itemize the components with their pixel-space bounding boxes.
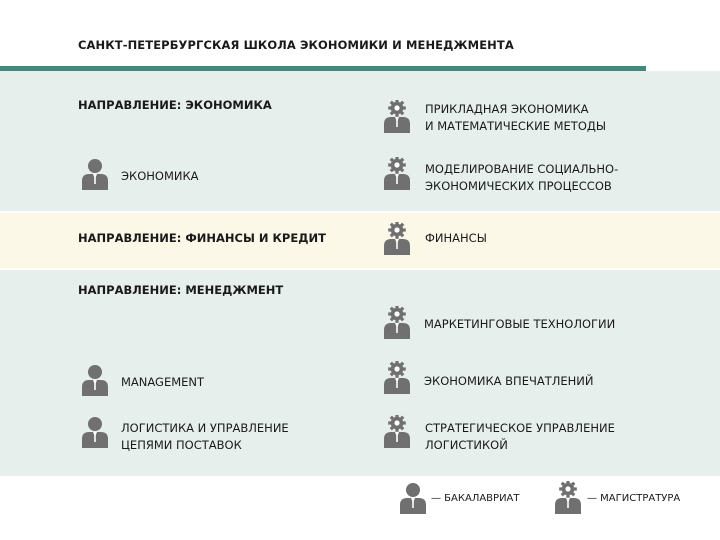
program-line: ЭКОНОМИЧЕСКИХ ПРОЦЕССОВ <box>425 179 612 193</box>
legend-master-label: — МАГИСТРАТУРА <box>587 493 681 504</box>
program-applied-economics <box>425 101 606 135</box>
legend-bachelor-icon <box>398 481 428 515</box>
legend-master-icon <box>553 481 583 515</box>
program-socioeconomic-modeling <box>425 161 618 195</box>
program-line: ПРИКЛАДНАЯ ЭКОНОМИКА <box>425 102 589 116</box>
program-economics: ЭКОНОМИКА <box>121 169 199 183</box>
bachelor-degree-icon <box>80 157 110 191</box>
finance-heading: НАПРАВЛЕНИЕ: ФИНАНСЫ И КРЕДИТ <box>78 231 326 245</box>
program-marketing-technologies: МАРКЕТИНГОВЫЕ ТЕХНОЛОГИИ <box>424 317 616 331</box>
master-degree-icon <box>382 361 412 395</box>
program-line: И МАТЕМАТИЧЕСКИЕ МЕТОДЫ <box>425 119 607 133</box>
program-line: МОДЕЛИРОВАНИЕ СОЦИАЛЬНО- <box>425 162 619 176</box>
program-line: ЛОГИСТИКА И УПРАВЛЕНИЕ <box>121 421 289 435</box>
master-degree-icon <box>382 415 412 449</box>
bachelor-degree-icon <box>80 415 110 449</box>
master-degree-icon <box>382 100 412 134</box>
management-heading: НАПРАВЛЕНИЕ: МЕНЕДЖМЕНТ <box>78 283 284 297</box>
program-experience-economy: ЭКОНОМИКА ВПЕЧАТЛЕНИЙ <box>424 374 594 388</box>
program-logistics-supply-chain <box>121 420 289 454</box>
legend-bachelor-label: — БАКАЛАВРИАТ <box>431 493 520 504</box>
page-title: САНКТ-ПЕТЕРБУРГСКАЯ ШКОЛА ЭКОНОМИКИ И МЕНЕДЖМЕНТА <box>78 38 514 52</box>
bachelor-degree-icon <box>80 363 110 397</box>
program-finance: ФИНАНСЫ <box>425 231 487 245</box>
economics-heading: НАПРАВЛЕНИЕ: ЭКОНОМИКА <box>78 98 272 112</box>
master-degree-icon <box>382 306 412 340</box>
program-line: СТРАТЕГИЧЕСКОЕ УПРАВЛЕНИЕ <box>425 421 615 435</box>
program-line: ЦЕПЯМИ ПОСТАВОК <box>121 438 242 452</box>
program-line: ЛОГИСТИКОЙ <box>425 438 508 452</box>
master-degree-icon <box>382 222 412 256</box>
program-strategic-logistics <box>425 420 615 454</box>
program-management: MANAGEMENT <box>121 375 205 389</box>
master-degree-icon <box>382 157 412 191</box>
